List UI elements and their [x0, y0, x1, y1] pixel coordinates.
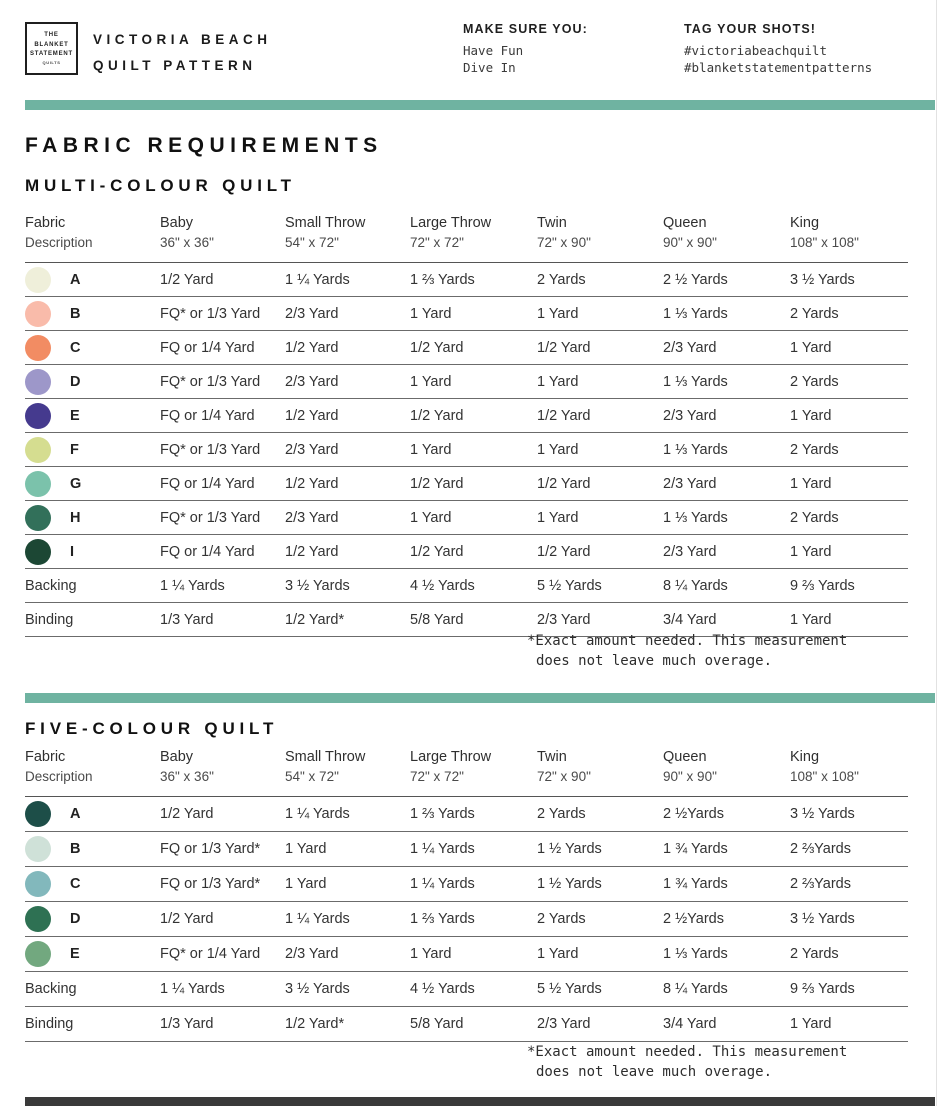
yardage-cell: 2/3 Yard [663, 543, 717, 560]
footnote-line: *Exact amount needed. This measurement [527, 633, 848, 649]
yardage-cell: 2 ⅔Yards [790, 876, 851, 892]
yardage-cell: 5/8 Yard [410, 1016, 464, 1032]
table-row [25, 501, 908, 535]
yardage-cell: 1 ⅓ Yards [663, 441, 728, 458]
yardage-cell: 1/2 Yard [537, 475, 591, 492]
yardage-cell: 5 ½ Yards [537, 577, 602, 594]
column-header [410, 747, 537, 787]
logo-text-line: STATEMENT [30, 51, 73, 58]
yardage-cell: 4 ½ Yards [410, 577, 475, 594]
column-header-name: King [790, 215, 820, 231]
yardage-cell: 1/2 Yard [160, 806, 214, 822]
page-edge-line [936, 0, 937, 1106]
yardage-cell: FQ or 1/3 Yard* [160, 876, 261, 892]
yardage-cell: 2 ½Yards [663, 911, 724, 927]
make-sure-item: Dive In [463, 59, 516, 75]
yardage-cell: 1/2 Yard [537, 543, 591, 560]
column-header-size: Description [25, 235, 93, 250]
column-header-size: 72" x 90" [537, 235, 591, 250]
yardage-cell: FQ* or 1/3 Yard [160, 441, 261, 458]
yardage-cell: 1 Yard [285, 876, 327, 892]
footnote-line: does not leave much overage. [536, 1064, 773, 1081]
yardage-cell: 1 Yard [790, 475, 832, 492]
fabric-color-dot [25, 301, 51, 327]
column-header-name: King [790, 749, 820, 765]
fabric-cell [25, 578, 160, 594]
fabric-cell [25, 941, 160, 967]
fabric-cell [25, 801, 160, 827]
column-header-name: Twin [537, 749, 567, 765]
yardage-cell: 2/3 Yard [285, 373, 339, 390]
yardage-cell: 1/3 Yard [160, 611, 214, 628]
divider-bar [25, 100, 935, 110]
yardage-cell: 2/3 Yard [537, 611, 591, 628]
column-header-name: Twin [537, 215, 567, 231]
yardage-cell: 3 ½ Yards [790, 271, 855, 288]
fabric-cell [25, 471, 160, 497]
yardage-cell: 1 ¼ Yards [285, 806, 350, 822]
brand-title-line2: QUILT PATTERN [93, 57, 257, 73]
column-header [790, 747, 908, 787]
make-sure-heading: MAKE SURE YOU: [463, 22, 588, 36]
tag-your-shots-block [684, 22, 872, 77]
yardage-cell: FQ* or 1/3 Yard [160, 305, 261, 322]
yardage-cell: 2/3 Yard [537, 1016, 591, 1032]
column-header-size: 108" x 108" [790, 235, 859, 250]
table-row [25, 297, 908, 331]
yardage-cell: 1 ⅔ Yards [410, 271, 475, 288]
fabric-letter: A [70, 271, 81, 288]
hashtag-item: #blanketstatementpatterns [684, 59, 873, 75]
yardage-cell: 1 ⅓ Yards [663, 946, 728, 962]
fabric-letter: A [70, 806, 81, 822]
column-header [160, 213, 285, 253]
yardage-cell: 1 ¼ Yards [285, 911, 350, 927]
table-row [25, 467, 908, 501]
fabric-letter: C [70, 339, 81, 356]
column-header-name: Small Throw [285, 215, 366, 231]
table-row [25, 1007, 908, 1042]
multi-colour-table [25, 213, 908, 637]
yardage-cell: 1 ¼ Yards [410, 841, 475, 857]
yardage-cell: 1/2 Yard* [285, 611, 345, 628]
fabric-cell [25, 612, 160, 628]
yardage-cell: 3 ½ Yards [790, 911, 855, 927]
footnote-line: *Exact amount needed. This measurement [527, 1044, 848, 1060]
yardage-cell: 9 ⅔ Yards [790, 981, 855, 997]
yardage-cell: FQ or 1/4 Yard [160, 475, 255, 492]
page-title: FABRIC REQUIREMENTS [25, 134, 383, 157]
yardage-cell: 1 Yard [790, 1016, 832, 1032]
column-header-name: Queen [663, 749, 707, 765]
yardage-cell: FQ* or 1/3 Yard [160, 509, 261, 526]
table-row [25, 365, 908, 399]
yardage-cell: 2/3 Yard [285, 441, 339, 458]
yardage-cell: 3 ½ Yards [790, 806, 855, 822]
table-row [25, 902, 908, 937]
yardage-cell: 2 Yards [537, 271, 586, 288]
yardage-cell: 1/2 Yard [537, 339, 591, 356]
make-sure-item: Have Fun [463, 43, 524, 58]
yardage-cell: 3/4 Yard [663, 1016, 717, 1032]
fabric-letter: E [70, 407, 80, 424]
yardage-cell: 1/2 Yard [410, 407, 464, 424]
yardage-cell: FQ or 1/4 Yard [160, 339, 255, 356]
yardage-cell: 1 Yard [410, 441, 452, 458]
yardage-cell: 3 ½ Yards [285, 981, 350, 997]
yardage-cell: 8 ¼ Yards [663, 577, 728, 594]
yardage-cell: 9 ⅔ Yards [790, 577, 855, 594]
yardage-cell: 2 Yards [790, 509, 839, 526]
yardage-cell: 1 ½ Yards [537, 876, 602, 892]
column-header-name: Large Throw [410, 215, 492, 231]
yardage-cell: 1/3 Yard [160, 1016, 214, 1032]
row-label: Backing [25, 981, 77, 997]
fabric-cell [25, 981, 160, 997]
yardage-cell: 1/2 Yard [285, 339, 339, 356]
yardage-cell: 1 Yard [410, 946, 452, 962]
column-header-size: 36" x 36" [160, 235, 214, 250]
yardage-cell: 1 ½ Yards [537, 841, 602, 857]
fabric-cell [25, 539, 160, 565]
yardage-cell: 1/2 Yard* [285, 1016, 345, 1032]
fabric-color-dot [25, 836, 51, 862]
column-header-name: Large Throw [410, 749, 492, 765]
yardage-cell: 3 ½ Yards [285, 577, 350, 594]
column-header-name: Queen [663, 215, 707, 231]
column-header-size: 90" x 90" [663, 769, 717, 784]
fabric-cell [25, 403, 160, 429]
yardage-cell: 1 Yard [790, 339, 832, 356]
yardage-cell: 1/2 Yard [410, 339, 464, 356]
fabric-cell [25, 335, 160, 361]
table-row [25, 867, 908, 902]
row-label: Backing [25, 577, 77, 594]
column-header-name: Baby [160, 215, 194, 231]
column-header-size: 54" x 72" [285, 235, 339, 250]
divider-bar [25, 693, 935, 703]
column-header [790, 213, 908, 253]
yardage-cell: 1 ⅓ Yards [663, 305, 728, 322]
yardage-cell: 1/2 Yard [160, 911, 214, 927]
yardage-cell: 2/3 Yard [285, 946, 339, 962]
yardage-cell: 1/2 Yard [285, 543, 339, 560]
yardage-cell: 1 Yard [537, 441, 579, 458]
yardage-cell: 2 Yards [790, 373, 839, 390]
footnote [527, 631, 847, 672]
yardage-cell: 1 Yard [790, 543, 832, 560]
make-sure-block [463, 22, 588, 77]
fabric-letter: D [70, 373, 81, 390]
fabric-letter: C [70, 876, 81, 892]
bottom-bar [25, 1097, 935, 1106]
yardage-cell: 1 Yard [537, 509, 579, 526]
row-label: Binding [25, 611, 74, 628]
column-header [663, 747, 790, 787]
yardage-cell: 2 Yards [537, 806, 586, 822]
column-header [663, 213, 790, 253]
fabric-cell [25, 267, 160, 293]
yardage-cell: 2 ½ Yards [663, 271, 728, 288]
column-header-size: 36" x 36" [160, 769, 214, 784]
row-label: Binding [25, 1016, 74, 1032]
yardage-cell: 1 Yard [410, 509, 452, 526]
yardage-cell: 1 Yard [285, 841, 327, 857]
footnote-line: does not leave much overage. [536, 653, 773, 670]
fabric-letter: B [70, 305, 81, 322]
yardage-cell: 1 ¾ Yards [663, 841, 728, 857]
fabric-color-dot [25, 871, 51, 897]
column-header [160, 747, 285, 787]
yardage-cell: 1 ⅔ Yards [410, 806, 475, 822]
table-row [25, 263, 908, 297]
yardage-cell: 2 Yards [790, 441, 839, 458]
yardage-cell: 5 ½ Yards [537, 981, 602, 997]
yardage-cell: 1 ⅔ Yards [410, 911, 475, 927]
yardage-cell: 1 Yard [410, 305, 452, 322]
fabric-cell [25, 871, 160, 897]
fabric-color-dot [25, 906, 51, 932]
table-row [25, 399, 908, 433]
yardage-cell: FQ or 1/4 Yard [160, 543, 255, 560]
column-header-fabric [25, 747, 160, 787]
fabric-letter: I [70, 543, 75, 560]
yardage-cell: 2/3 Yard [663, 407, 717, 424]
column-header-size: Description [25, 769, 93, 784]
column-header [537, 213, 663, 253]
fabric-color-dot [25, 801, 51, 827]
column-header-name: Baby [160, 749, 194, 765]
fabric-cell [25, 369, 160, 395]
fabric-color-dot [25, 539, 51, 565]
logo-text-line: BLANKET [34, 41, 69, 48]
fabric-letter: G [70, 475, 82, 492]
yardage-cell: 2 ½Yards [663, 806, 724, 822]
column-header-size: 72" x 72" [410, 235, 464, 250]
footnote [527, 1042, 847, 1083]
column-header-size: 90" x 90" [663, 235, 717, 250]
logo-text-line: QUILTS [42, 59, 61, 65]
section-title-multi-colour: MULTI-COLOUR QUILT [25, 176, 296, 195]
yardage-cell: 1/2 Yard [410, 543, 464, 560]
yardage-cell: FQ* or 1/4 Yard [160, 946, 261, 962]
table-header-row [25, 747, 908, 797]
column-header [285, 213, 410, 253]
yardage-cell: 1 Yard [537, 373, 579, 390]
yardage-cell: 1/2 Yard [285, 407, 339, 424]
fabric-color-dot [25, 267, 51, 293]
fabric-cell [25, 437, 160, 463]
yardage-cell: 1 ¼ Yards [285, 271, 350, 288]
yardage-cell: 2 ⅔Yards [790, 841, 851, 857]
fabric-cell [25, 836, 160, 862]
yardage-cell: 1/2 Yard [160, 271, 214, 288]
yardage-cell: 1 ¾ Yards [663, 876, 728, 892]
yardage-cell: 1 ¼ Yards [410, 876, 475, 892]
tag-shots-heading: TAG YOUR SHOTS! [684, 22, 817, 36]
yardage-cell: 3/4 Yard [663, 611, 717, 628]
yardage-cell: 1 Yard [790, 611, 832, 628]
fabric-cell [25, 301, 160, 327]
column-header [410, 213, 537, 253]
table-row [25, 797, 908, 832]
brand-title [93, 27, 272, 78]
fabric-letter: E [70, 946, 80, 962]
yardage-cell: 1 Yard [537, 305, 579, 322]
table-row [25, 972, 908, 1007]
yardage-cell: 1 ⅓ Yards [663, 509, 728, 526]
fabric-letter: D [70, 911, 81, 927]
logo-text-line: THE [44, 31, 59, 38]
fabric-cell [25, 505, 160, 531]
fabric-letter: B [70, 841, 81, 857]
column-header-size: 54" x 72" [285, 769, 339, 784]
yardage-cell: 1/2 Yard [285, 475, 339, 492]
yardage-cell: 1 Yard [790, 407, 832, 424]
yardage-cell: FQ* or 1/3 Yard [160, 373, 261, 390]
table-row [25, 331, 908, 365]
yardage-cell: 2 Yards [537, 911, 586, 927]
fabric-color-dot [25, 335, 51, 361]
yardage-cell: 1 Yard [410, 373, 452, 390]
column-header-fabric [25, 213, 160, 253]
yardage-cell: 2/3 Yard [663, 339, 717, 356]
table-row [25, 535, 908, 569]
fabric-color-dot [25, 437, 51, 463]
yardage-cell: 2/3 Yard [285, 305, 339, 322]
yardage-cell: 4 ½ Yards [410, 981, 475, 997]
column-header-name: Fabric [25, 215, 66, 231]
yardage-cell: 2/3 Yard [663, 475, 717, 492]
yardage-cell: 2/3 Yard [285, 509, 339, 526]
hashtag-item: #victoriabeachquilt [684, 43, 827, 58]
column-header [285, 747, 410, 787]
brand-logo [25, 22, 78, 75]
yardage-cell: 2 Yards [790, 946, 839, 962]
column-header [537, 747, 663, 787]
fabric-letter: H [70, 509, 81, 526]
yardage-cell: 8 ¼ Yards [663, 981, 728, 997]
yardage-cell: 1/2 Yard [537, 407, 591, 424]
yardage-cell: FQ or 1/4 Yard [160, 407, 255, 424]
section-title-five-colour: FIVE-COLOUR QUILT [25, 719, 279, 738]
table-row [25, 433, 908, 467]
table-row [25, 937, 908, 972]
fabric-color-dot [25, 403, 51, 429]
yardage-cell: 1 ⅓ Yards [663, 373, 728, 390]
column-header-size: 72" x 72" [410, 769, 464, 784]
fabric-cell [25, 906, 160, 932]
fabric-color-dot [25, 369, 51, 395]
yardage-cell: FQ or 1/3 Yard* [160, 841, 261, 857]
yardage-cell: 5/8 Yard [410, 611, 464, 628]
fabric-color-dot [25, 505, 51, 531]
yardage-cell: 1 ¼ Yards [160, 577, 225, 594]
yardage-cell: 2 Yards [790, 305, 839, 322]
yardage-cell: 1 Yard [537, 946, 579, 962]
yardage-cell: 1 ¼ Yards [160, 981, 225, 997]
table-row [25, 569, 908, 603]
brand-title-line1: VICTORIA BEACH [93, 32, 272, 47]
fabric-color-dot [25, 941, 51, 967]
column-header-name: Small Throw [285, 749, 366, 765]
yardage-cell: 1/2 Yard [410, 475, 464, 492]
table-row [25, 832, 908, 867]
table-header-row [25, 213, 908, 263]
column-header-size: 108" x 108" [790, 769, 859, 784]
column-header-name: Fabric [25, 749, 66, 765]
fabric-color-dot [25, 471, 51, 497]
column-header-size: 72" x 90" [537, 769, 591, 784]
fabric-letter: F [70, 441, 79, 458]
fabric-cell [25, 1016, 160, 1032]
five-colour-table [25, 747, 908, 1042]
